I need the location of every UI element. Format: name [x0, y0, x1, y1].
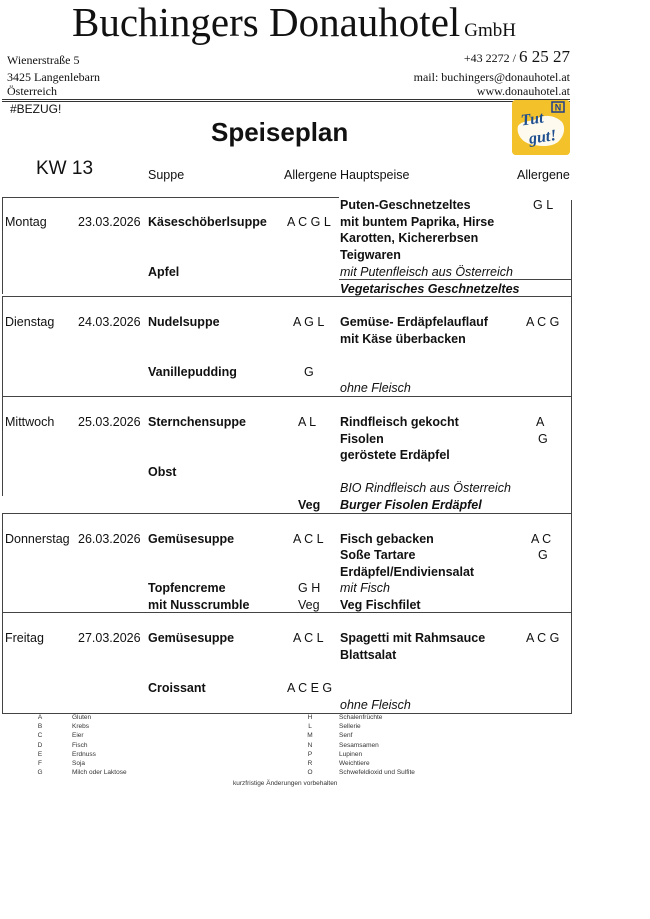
- main-allergens: G L: [533, 198, 554, 212]
- address-street: Wienerstraße 5: [7, 53, 80, 67]
- soup-allergens: A C L: [293, 631, 324, 645]
- soup-name: Gemüsesuppe: [148, 631, 235, 645]
- legend-code: D: [37, 741, 43, 749]
- soup-allergens: A L: [298, 415, 317, 429]
- legend-code: O: [307, 769, 313, 777]
- main-line: Fisolen: [340, 432, 384, 446]
- company-suffix: GmbH: [464, 20, 517, 41]
- table-left-border-3: [2, 513, 3, 714]
- main-line: mit Käse überbacken: [340, 332, 466, 346]
- row-border-mittwoch: [2, 513, 571, 514]
- row-border-top-left: [2, 197, 339, 198]
- legend-name: Erdnuss: [72, 750, 96, 758]
- main-allergens: G: [538, 432, 548, 446]
- main-allergens: G: [538, 548, 548, 562]
- dessert-line2: mit Nusscrumble: [148, 598, 250, 612]
- column-header-soup: Suppe: [148, 168, 185, 182]
- main-line: Gemüse- Erdäpfelauflauf: [340, 315, 488, 329]
- legend-name: Lupinen: [339, 750, 363, 758]
- veg-main: Veg Fischfilet: [340, 598, 421, 612]
- veg-label: Veg: [298, 498, 321, 512]
- table-left-border: [2, 197, 3, 294]
- dessert-name: Vanillepudding: [148, 365, 237, 379]
- soup-allergens: A G L: [293, 315, 325, 329]
- main-line: Fisch gebacken: [340, 532, 434, 546]
- soup-name: Nudelsuppe: [148, 315, 220, 329]
- main-note: mit Fisch: [340, 581, 390, 595]
- address-country: Österreich: [7, 84, 57, 98]
- day-name: Dienstag: [5, 315, 55, 329]
- veg-main: Vegetarisches Geschnetzeltes: [340, 282, 520, 296]
- legend-name: Weichtiere: [339, 760, 370, 768]
- soup-allergens: A C L: [293, 532, 324, 546]
- main-allergens: A C G: [526, 631, 560, 645]
- footnote: kurzfristige Änderungen vorbehalten: [233, 780, 338, 787]
- legend-code: B: [37, 723, 43, 731]
- main-line: Teigwaren: [340, 248, 401, 262]
- legend-name: Soja: [72, 760, 86, 768]
- legend-code: P: [307, 750, 313, 758]
- soup-name: Käseschöberlsuppe: [148, 215, 267, 229]
- day-date: 25.03.2026: [78, 415, 141, 429]
- svg-text:N: N: [554, 102, 562, 113]
- day-name: Donnerstag: [5, 532, 70, 546]
- address-city: 3425 Langenlebarn: [7, 70, 100, 84]
- legend-name: Eier: [72, 732, 84, 740]
- day-name: Mittwoch: [5, 415, 55, 429]
- main-line: Soße Tartare: [340, 548, 416, 562]
- dessert-allergens: G H: [298, 581, 321, 595]
- legend-code: R: [307, 760, 313, 768]
- svg-text:gut!: gut!: [527, 127, 558, 148]
- main-line: Spagetti mit Rahmsauce: [340, 631, 486, 645]
- legend-name: Sellerie: [339, 723, 361, 731]
- main-line: Blattsalat: [340, 648, 397, 662]
- tut-gut-logo-icon: [512, 100, 570, 155]
- row-border-donnerstag: [2, 612, 571, 613]
- reference-field: #BEZUG!: [10, 102, 62, 116]
- legend-code: F: [38, 760, 42, 768]
- header-rule: [2, 99, 570, 100]
- day-date: 23.03.2026: [78, 215, 141, 229]
- veg-main: Burger Fisolen Erdäpfel: [340, 498, 482, 512]
- phone-number: 6 25 27: [519, 47, 570, 66]
- legend-codes-left: [34, 713, 46, 777]
- column-header-soup-allergens: Allergene: [284, 168, 337, 182]
- main-note: BIO Rindfleisch aus Österreich: [340, 481, 511, 495]
- soup-name: Gemüsesuppe: [148, 532, 235, 546]
- dessert-name: Obst: [148, 465, 177, 479]
- website[interactable]: www.donauhotel.at: [476, 84, 570, 98]
- legend-name: Milch oder Laktose: [72, 769, 127, 777]
- table-right-border: [571, 200, 572, 714]
- main-line: Rindfleisch gekocht: [340, 415, 459, 429]
- legend-code: L: [308, 723, 312, 731]
- dessert-name: Croissant: [148, 681, 206, 695]
- soup-name: Sternchensuppe: [148, 415, 246, 429]
- legend-name: Senf: [339, 732, 353, 740]
- legend-code: G: [37, 769, 43, 777]
- dessert-veg-label: Veg: [298, 598, 320, 612]
- legend-name: Krebs: [72, 723, 89, 731]
- legend-names-right: [339, 713, 415, 777]
- column-header-main: Hauptspeise: [340, 168, 410, 182]
- legend-name: Sesamsamen: [339, 741, 379, 749]
- page-title: Speiseplan: [211, 117, 349, 147]
- phone: [463, 47, 570, 66]
- legend-name: Schalenfrüchte: [339, 714, 383, 721]
- legend-code: C: [37, 732, 43, 740]
- legend-code: H: [307, 714, 313, 721]
- soup-allergens: A C G L: [287, 215, 331, 229]
- main-line: geröstete Erdäpfel: [340, 448, 450, 462]
- tut-gut-logo: [512, 100, 570, 155]
- company-name: [72, 0, 516, 55]
- legend-code: N: [307, 741, 313, 749]
- column-header-main-allergens: Allergene: [517, 168, 570, 182]
- dessert-name: Topfencreme: [148, 581, 226, 595]
- main-line: mit buntem Paprika, Hirse: [340, 215, 495, 229]
- legend-codes-right: [304, 713, 316, 777]
- company-name-text: Buchingers Donauhotel: [72, 0, 461, 45]
- svg-text:Tut: Tut: [519, 109, 545, 130]
- day-date: 27.03.2026: [78, 631, 141, 645]
- legend-name: Gluten: [72, 714, 92, 721]
- main-line: Puten-Geschnetzeltes: [340, 198, 471, 212]
- header-rule-double: [2, 101, 570, 102]
- main-allergens: A C: [531, 532, 552, 546]
- email[interactable]: mail: buchingers@donauhotel.at: [413, 70, 570, 84]
- phone-prefix: +43 2272 /: [463, 51, 519, 65]
- main-note: mit Putenfleisch aus Österreich: [340, 265, 513, 279]
- row-border-dienstag: [2, 396, 571, 397]
- legend-name: Schwefeldioxid und Sulfite: [339, 769, 415, 777]
- dessert-allergens: G: [304, 365, 314, 379]
- legend-names-left: [72, 713, 127, 777]
- main-line: Karotten, Kichererbsen: [340, 231, 479, 245]
- dessert-name: Apfel: [148, 265, 180, 279]
- week-number: KW 13: [36, 158, 94, 179]
- main-allergens: A: [536, 415, 545, 429]
- day-date: 26.03.2026: [78, 532, 141, 546]
- main-note: ohne Fleisch: [340, 381, 411, 395]
- legend-name: Fisch: [72, 741, 88, 749]
- main-note: ohne Fleisch: [340, 698, 411, 712]
- dessert-allergens: A C E G: [287, 681, 333, 695]
- legend-code: A: [37, 714, 43, 721]
- day-name: Freitag: [5, 631, 44, 645]
- main-allergens: A C G: [526, 315, 560, 329]
- legend-code: M: [307, 732, 313, 740]
- main-line: Erdäpfel/Endiviensalat: [340, 565, 475, 579]
- legend-code: E: [37, 750, 43, 758]
- day-date: 24.03.2026: [78, 315, 141, 329]
- day-name: Montag: [5, 215, 47, 229]
